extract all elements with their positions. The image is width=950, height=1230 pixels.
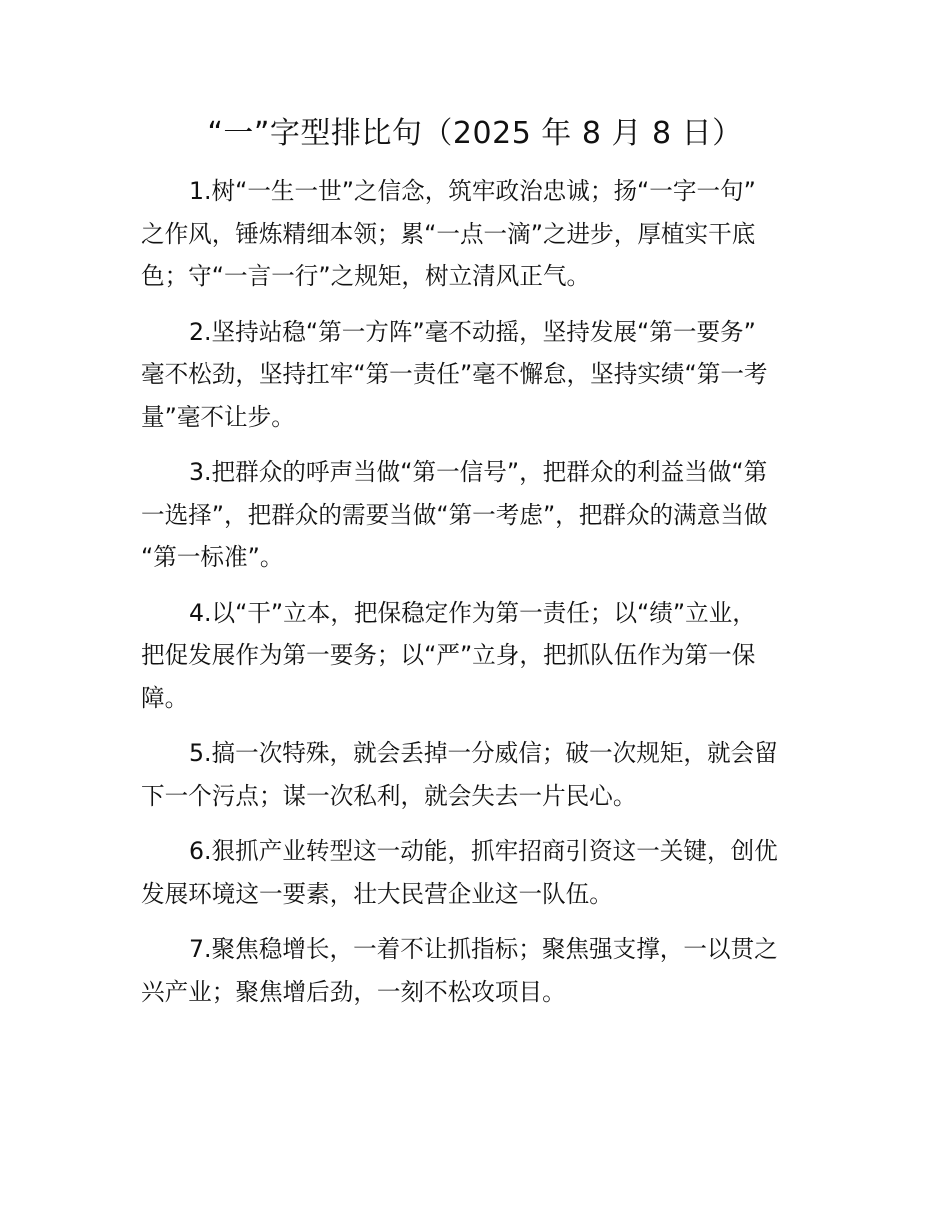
paragraph-line: 障。	[141, 683, 189, 712]
paragraph-line: 兴产业；聚焦增后劲，一刻不松攻项目。	[141, 977, 566, 1006]
paragraph-line: 2.坚持站稳“第一方阵”毫不动摇，坚持发展“第一要务”	[189, 317, 756, 346]
paragraph-3	[141, 451, 813, 579]
paragraph-line: 毫不松劲，坚持扛牢“第一责任”毫不懈怠，坚持实绩“第一考	[141, 360, 768, 388]
document-title: “一”字型排比句（2025 年 8 月 8 日）	[207, 116, 743, 151]
paragraph-line: “第一标准”。	[141, 543, 284, 571]
paragraph-line: 4.以“干”立本，把保稳定作为第一责任；以“绩”立业，	[189, 598, 756, 627]
document-body	[141, 170, 813, 1026]
paragraph-line: 之作风，锤炼精细本领；累“一点一滴”之进步，厚植实干底	[141, 219, 756, 248]
paragraph-line: 发展环境这一要素，壮大民营企业这一队伍。	[141, 879, 613, 908]
paragraph-line: 一选择”，把群众的需要当做“第一考虑”，把群众的满意当做	[141, 500, 768, 529]
paragraph-line: 7.聚焦稳增长，一着不让抓指标；聚焦强支撑，一以贯之	[189, 935, 778, 963]
paragraph-2	[141, 311, 813, 439]
paragraph-line: 下一个污点；谋一次私利，就会失去一片民心。	[141, 781, 637, 810]
paragraph-line: 5.搞一次特殊，就会丢掉一分威信；破一次规矩，就会留	[189, 739, 778, 767]
paragraph-7	[141, 928, 813, 1013]
paragraph-line: 色；守“一言一行”之规矩，树立清风正气。	[141, 262, 591, 290]
paragraph-line: 1.树“一生一世”之信念，筑牢政治忠诚；扬“一字一句”	[189, 177, 756, 205]
paragraph-5	[141, 732, 813, 817]
paragraph-line: 6.狠抓产业转型这一动能，抓牢招商引资这一关键，创优	[189, 837, 778, 865]
paragraph-line: 把促发展作为第一要务；以“严”立身，把抓队伍作为第一保	[141, 641, 756, 669]
paragraph-1	[141, 170, 813, 298]
paragraph-line: 3.把群众的呼声当做“第一信号”，把群众的利益当做“第	[189, 458, 768, 486]
paragraph-6	[141, 830, 813, 915]
paragraph-line: 量”毫不让步。	[141, 402, 295, 431]
paragraph-4	[141, 592, 813, 720]
